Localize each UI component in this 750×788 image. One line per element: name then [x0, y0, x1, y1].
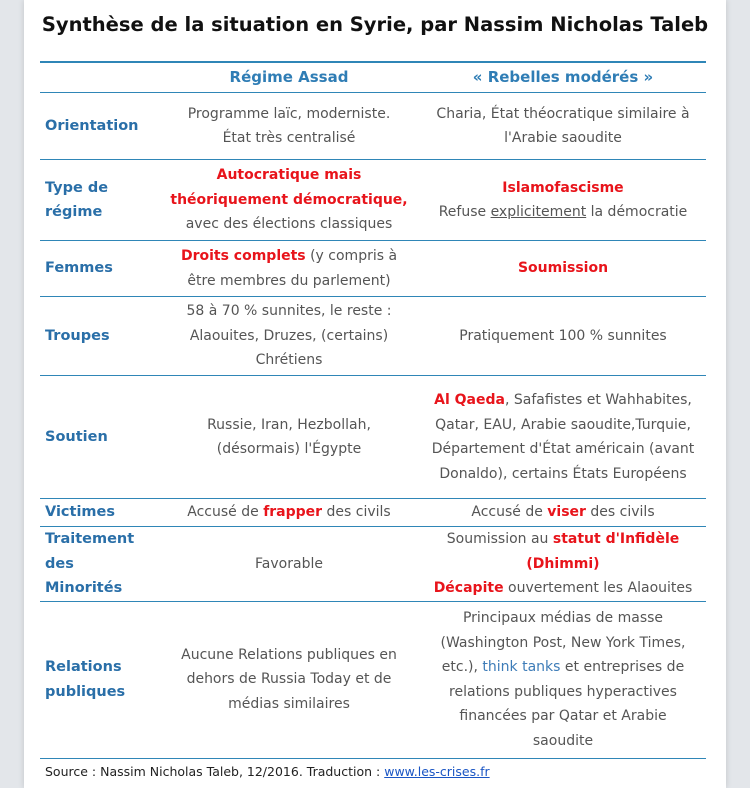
page-title: Synthèse de la situation en Syrie, par Nassim Nicholas Taleb: [41, 13, 709, 36]
cell-rebels-traitement: Soumission au statut d'Infidèle (Dhimmi) Décapite ouvertement les Alaouites: [420, 527, 706, 602]
cell-rebels-type: Islamofascisme Refuse explicitement la démocratie: [420, 160, 706, 241]
table-row: [40, 527, 706, 602]
source-text: Source : Nassim Nicholas Taleb, 12/2016. Traduction :: [45, 764, 385, 779]
cell-assad-orientation: Programme laïc, moderniste. État très centralisé: [158, 93, 420, 160]
cell-rebels-femmes: Soumission: [420, 241, 706, 297]
table-row: [40, 601, 706, 758]
table-header-row: [40, 62, 706, 93]
row-label-victimes: Victimes: [40, 499, 158, 527]
source-footer: [45, 764, 490, 779]
cell-assad-troupes: 58 à 70 % sunnites, le reste : Alaouites, Druzes, (certains) Chrétiens: [158, 297, 420, 376]
table-row: [40, 160, 706, 241]
table-row: [40, 93, 706, 160]
table-row: [40, 376, 706, 499]
cell-rebels-victimes: Accusé de viser des civils: [420, 499, 706, 527]
cell-rebels-orientation: Charia, État théocratique similaire à l'Arabie saoudite: [420, 93, 706, 160]
cell-rebels-troupes: Pratiquement 100 % sunnites: [420, 297, 706, 376]
cell-rebels-relations: Principaux médias de masse (Washington Post, New York Times, etc.), think tanks et entreprises de relations publiques hyperactives financées par Qatar et Arabie saoudite: [420, 601, 706, 758]
header-assad: Régime Assad: [158, 62, 420, 93]
row-label-type: Type de régime: [40, 160, 158, 241]
header-rebels: « Rebelles modérés »: [420, 62, 706, 93]
comparison-table: [40, 61, 706, 759]
source-link[interactable]: www.les-crises.fr: [384, 764, 490, 779]
cell-assad-soutien: Russie, Iran, Hezbollah, (désormais) l'Égypte: [158, 376, 420, 499]
row-label-traitement: Traitement des Minorités: [40, 527, 158, 602]
cell-rebels-soutien: Al Qaeda, Safafistes et Wahhabites, Qatar, EAU, Arabie saoudite,Turquie, Département d'État américain (avant Donaldo), certains États Européens: [420, 376, 706, 499]
cell-assad-type: Autocratique mais théoriquement démocratique, avec des élections classiques: [158, 160, 420, 241]
row-label-troupes: Troupes: [40, 297, 158, 376]
cell-assad-traitement: Favorable: [158, 527, 420, 602]
row-label-orientation: Orientation: [40, 93, 158, 160]
header-empty: [40, 62, 158, 93]
table-row: [40, 241, 706, 297]
row-label-soutien: Soutien: [40, 376, 158, 499]
row-label-femmes: Femmes: [40, 241, 158, 297]
table-row: [40, 499, 706, 527]
infographic-card: [24, 0, 726, 788]
cell-assad-relations: Aucune Relations publiques en dehors de Russia Today et de médias similaires: [158, 601, 420, 758]
row-label-relations: Relations publiques: [40, 601, 158, 758]
cell-assad-femmes: Droits complets (y compris à être membres du parlement): [158, 241, 420, 297]
table-row: [40, 297, 706, 376]
cell-assad-victimes: Accusé de frapper des civils: [158, 499, 420, 527]
